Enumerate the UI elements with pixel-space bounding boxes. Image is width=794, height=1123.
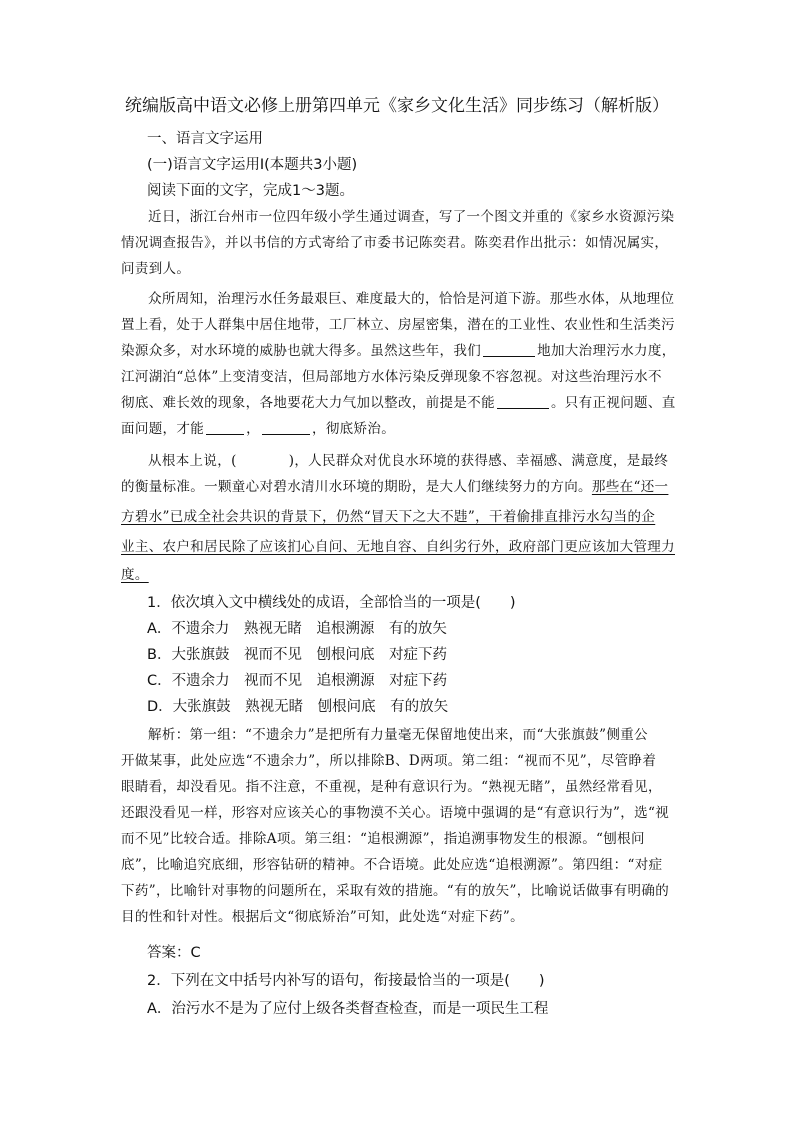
passage-text: 。只有正视问题、直 <box>550 395 676 411</box>
underlined-sentence: 业主、农户和居民除了应该扪心自问、无地自容、自纠劣行外，政府部门更应该加大管理力 <box>121 539 675 555</box>
passage-line <box>121 477 681 497</box>
passage-text: 彻底、难长效的现象，各地要花大力气加以整改，前提是不能 <box>121 395 495 411</box>
passage-line <box>121 393 681 413</box>
reading-instruction: 阅读下面的文字，完成1～3题。 <box>147 183 354 199</box>
passage-line: 江河湖泊“总体”上变清变洁，但局部地方水体污染反弹现象不容忽视。对这些治理污水不 <box>121 369 662 385</box>
passage-text: ， <box>246 421 260 437</box>
analysis-line: 开做某事，此处应选“不遗余力”，所以排除B、D两项。第二组：“视而不见”，尽管睁着 <box>121 753 657 769</box>
question-1-stem: 1．依次填入文中横线处的成语，全部恰当的一项是( ) <box>147 595 516 611</box>
analysis-line: 眼睛看，却没看见。指不注意，不重视，是种有意识行为。“熟视无睹”，虽然经常看见， <box>121 779 662 795</box>
fill-blank-3 <box>206 420 244 435</box>
question-2-option-a: A．治污水不是为了应付上级各类督查检查，而是一项民生工程 <box>147 1001 549 1017</box>
passage-line: 置上看，处于人群集中居住地带，工厂林立、房屋密集，潜在的工业性、农业性和生活类污 <box>121 317 675 333</box>
document-title: 统编版高中语文必修上册第四单元《家乡文化生活》同步练习（解析版） <box>125 96 669 116</box>
passage-text: 的衡量标准。一颗童心对碧水清川水环境的期盼，是大人们继续努力的方向。 <box>121 479 592 495</box>
passage-text: 从根本上说，( <box>148 453 237 469</box>
passage-line <box>121 419 681 439</box>
fill-blank-2 <box>497 394 549 409</box>
fill-blank-1 <box>483 342 535 357</box>
question-1-option-d: D．大张旗鼓 熟视无睹 刨根问底 有的放矢 <box>147 699 449 715</box>
passage-text: 面问题，才能 <box>121 421 205 437</box>
part-heading: (一)语言文字运用Ⅰ(本题共3小题) <box>147 157 358 173</box>
underlined-sentence: 度。 <box>121 567 149 583</box>
fill-blank-4 <box>262 420 310 435</box>
passage-line: 近日，浙江台州市一位四年级小学生通过调查，写了一个图文并重的《家乡水资源污染 <box>148 209 675 225</box>
question-1-option-a: A．不遗余力 熟视无睹 追根溯源 有的放矢 <box>147 621 447 637</box>
passage-text: )，人民群众对优良水环境的获得感、幸福感、满意度，是最终 <box>288 453 669 469</box>
passage-line: 情况调查报告》，并以书信的方式寄给了市委书记陈奕君。陈奕君作出批示：如情况属实， <box>121 235 669 251</box>
question-1-option-c: C．不遗余力 视而不见 追根溯源 对症下药 <box>147 673 448 689</box>
passage-line <box>148 451 683 471</box>
analysis-line: 还跟没看见一样，形容对应该关心的事物漠不关心。语境中强调的是“有意识行为”，选“视 <box>121 805 670 821</box>
analysis-line: 底”，比喻追究底细，形容钻研的精神。不合语境。此处应选“追根溯源”。第四组：“对症 <box>121 857 663 873</box>
analysis-line: 下药”，比喻针对事物的问题所在，采取有效的措施。“有的放矢”，比喻说话做事有明确的 <box>121 883 670 899</box>
passage-text: 染源众多，对水环境的威胁也就大得多。虽然这些年，我们 <box>121 343 482 359</box>
question-1-option-b: B．大张旗鼓 视而不见 刨根问底 对症下药 <box>147 647 447 663</box>
analysis-line: 目的性和针对性。根据后文“彻底矫治”可知，此处选“对症下药”。 <box>121 909 524 925</box>
question-2-stem: 2．下列在文中括号内补写的语句，衔接最恰当的一项是( ) <box>147 973 545 989</box>
underlined-sentence: 那些在“还一 <box>591 479 669 495</box>
passage-line: 问责到人。 <box>121 261 191 277</box>
analysis-line: 而不见”比较合适。排除A项。第三组：“追根溯源”，指追溯事物发生的根源。“刨根问 <box>121 831 645 847</box>
analysis-line: 解析：第一组：“不遗余力”是把所有力量毫无保留地使出来，而“大张旗鼓”侧重公 <box>148 727 648 743</box>
question-1-answer: 答案：C <box>147 945 201 961</box>
passage-line <box>121 341 681 361</box>
section-heading: 一、语言文字运用 <box>147 131 263 147</box>
underlined-sentence: 方碧水”已成全社会共识的背景下，仍然“冒天下之大不韪”，干着偷排直排污水勾当的企 <box>121 509 656 525</box>
passage-text: 地加大治理污水力度， <box>537 343 676 359</box>
passage-text: ，彻底矫治。 <box>311 421 396 437</box>
passage-line: 众所周知，治理污水任务最艰巨、难度最大的，恰恰是河道下游。那些水体，从地理位 <box>148 291 675 307</box>
